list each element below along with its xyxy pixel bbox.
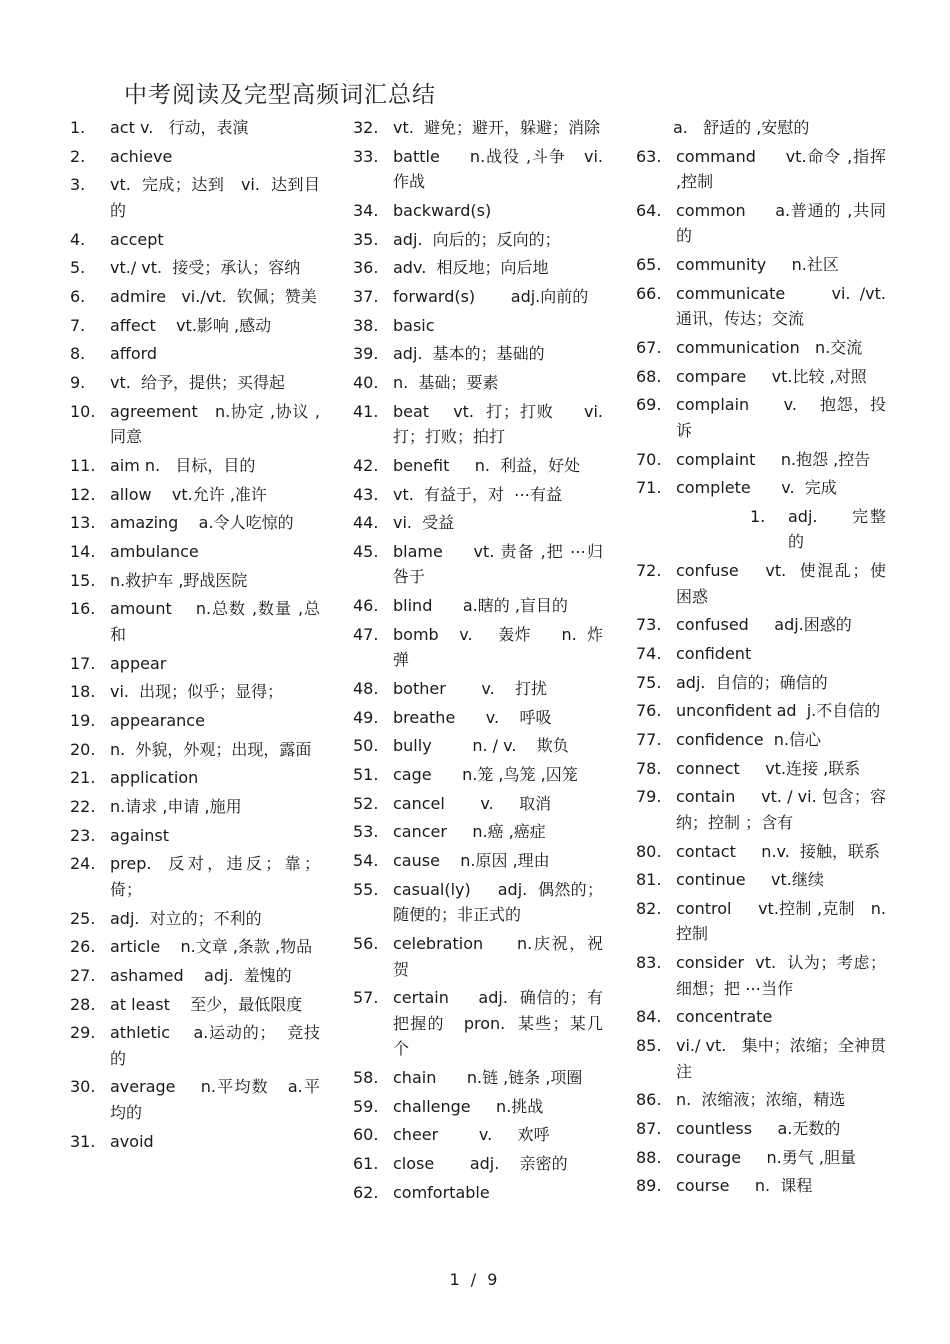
entry-number: 19. — [70, 710, 96, 730]
entry-text: cage n.笼 ,鸟笼 ,囚笼 — [393, 765, 578, 785]
entry-number: 45. — [353, 541, 379, 561]
entry-text: certain adj. 确信的；有把握的 pron. 某些；某几个 — [393, 988, 603, 1059]
list-item — [636, 756, 886, 782]
entry-text: challenge n.挑战 — [393, 1096, 544, 1116]
entry-text: casual(ly) adj. 偶然的；随便的；非正式的 — [393, 879, 603, 925]
list-item — [70, 934, 320, 960]
entry-text: contact n.v. 接触，联系 — [676, 841, 881, 861]
list-item — [636, 364, 886, 390]
vocab-column-1 — [70, 115, 320, 1157]
list-item — [636, 1087, 886, 1113]
entry-number: 83. — [636, 953, 662, 973]
list-item — [70, 1074, 320, 1125]
entry-text: afford — [110, 344, 158, 364]
entry-number: 41. — [353, 401, 379, 421]
entry-number: 78. — [636, 758, 662, 778]
entry-number: 42. — [353, 455, 379, 475]
entry-text: cheer v. 欢呼 — [393, 1125, 550, 1145]
list-item — [353, 370, 603, 396]
entry-text: avoid — [110, 1131, 154, 1151]
entry-number: 22. — [70, 796, 96, 816]
entry-text: community n.社区 — [676, 255, 839, 275]
list-item — [636, 839, 886, 865]
entry-text: confident — [676, 643, 752, 663]
list-item — [636, 1173, 886, 1199]
entry-number: 56. — [353, 934, 379, 953]
entry-text: prep. 反对，违反；靠；倚； — [110, 854, 320, 899]
entry-text: n. 浓缩液；浓缩，精选 — [676, 1090, 846, 1110]
entry-number: 13. — [70, 513, 96, 533]
list-item — [636, 784, 886, 835]
list-item — [70, 679, 320, 705]
list-item — [636, 1004, 886, 1030]
entry-number: 23. — [70, 825, 96, 845]
entry-text: celebration n.庆祝，祝贺 — [393, 934, 603, 979]
entry-number: 20. — [70, 739, 96, 759]
entry-number: 9. — [70, 373, 86, 392]
entry-text: ashamed adj. 羞愧的 — [110, 965, 292, 985]
list-item — [353, 227, 603, 253]
entry-text: battle n.战役 ,斗争 vi.作战 — [393, 146, 603, 192]
list-item — [353, 985, 603, 1062]
entry-number: 36. — [353, 258, 379, 278]
list-item — [636, 698, 886, 724]
list-item — [636, 335, 886, 361]
entry-text: appearance — [110, 710, 205, 730]
entry-text: cancer n.癌 ,癌症 — [393, 822, 546, 842]
list-item — [70, 227, 320, 253]
entry-number: 89. — [636, 1176, 662, 1196]
entry-number: 57. — [353, 988, 379, 1008]
entry-number: 35. — [353, 229, 379, 249]
list-item — [70, 539, 320, 565]
list-item — [353, 313, 603, 339]
entry-number: 82. — [636, 898, 662, 918]
entry-text: confidence n.信心 — [676, 730, 821, 749]
entry-number: 63. — [636, 146, 662, 166]
entry-number: 84. — [636, 1007, 662, 1027]
entry-text: cancel v. 取消 — [393, 793, 552, 813]
entry-text: confused adj.困惑的 — [676, 615, 852, 635]
entry-number: 58. — [353, 1067, 379, 1087]
entry-number: 54. — [353, 851, 379, 871]
entry-text: cause n.原因 ,理由 — [393, 851, 550, 871]
list-item — [353, 341, 603, 367]
entry-text: agreement n.协定 ,协议 ,同意 — [110, 401, 320, 447]
entry-text: comfortable — [393, 1182, 490, 1202]
list-item — [70, 596, 320, 647]
entry-text: complete v. 完成 — [676, 478, 837, 498]
list-item — [353, 1122, 603, 1148]
list-item — [636, 1116, 886, 1142]
entry-text: amazing a.令人吃惊的 — [110, 513, 294, 533]
list-item — [636, 867, 886, 893]
list-item — [636, 447, 886, 473]
entry-text: admire vi./vt. 钦佩；赞美 — [110, 286, 317, 306]
entry-number: 49. — [353, 707, 379, 727]
entry-text: connect vt.连接 ,联系 — [676, 758, 861, 778]
entry-number: 69. — [636, 395, 662, 415]
entry-text: article n.文章 ,条款 ,物品 — [110, 937, 313, 957]
entry-text: adj. 向后的；反向的； — [393, 229, 561, 249]
list-item — [353, 144, 603, 195]
entry-number: 66. — [636, 283, 662, 303]
entry-number: 1. — [70, 118, 86, 137]
entry-text: basic — [393, 315, 435, 335]
entry-text: communication n.交流 — [676, 337, 863, 357]
list-item — [353, 284, 603, 310]
entry-number: 38. — [353, 315, 379, 335]
entry-text: command vt.命令 ,指挥 ,控制 — [676, 146, 892, 192]
list-item — [636, 950, 886, 1001]
entry-text: breathe v. 呼吸 — [393, 707, 552, 727]
list-item — [353, 593, 603, 619]
list-item — [353, 115, 603, 141]
entry-number: 28. — [70, 994, 96, 1014]
entry-number: 70. — [636, 449, 662, 469]
list-item — [70, 144, 320, 170]
entry-number: 30. — [70, 1077, 96, 1097]
entry-number: 1. — [750, 506, 766, 526]
entry-number: 65. — [636, 255, 662, 275]
entry-text: backward(s) — [393, 200, 492, 220]
list-item — [70, 341, 320, 367]
list-item — [636, 1033, 886, 1084]
list-item — [636, 504, 886, 555]
list-item — [70, 568, 320, 594]
entry-number: 24. — [70, 854, 96, 874]
entry-text: communicate vi. /vt. 通讯，传达；交流 — [676, 283, 902, 329]
entry-number: 44. — [353, 513, 379, 533]
list-item — [70, 284, 320, 310]
entry-text: n. 外貌，外观；出现，露面 — [110, 739, 312, 759]
list-item — [353, 453, 603, 479]
list-item — [353, 848, 603, 874]
list-item — [70, 1129, 320, 1155]
entry-number: 32. — [353, 118, 379, 137]
entry-number: 81. — [636, 870, 662, 890]
list-item — [70, 708, 320, 734]
list-item — [353, 733, 603, 759]
page-title: 中考阅读及完型高频词汇总结 — [124, 82, 436, 108]
entry-number: 62. — [353, 1182, 379, 1202]
entry-number: 46. — [353, 596, 379, 616]
list-item — [70, 399, 320, 450]
list-item — [353, 622, 603, 673]
entry-text: vt./ vt. 接受；承认；容纳 — [110, 258, 301, 278]
entry-text: aim n. 目标，目的 — [110, 455, 256, 475]
entry-number — [636, 115, 673, 141]
entry-text: vi. 出现；似乎；显得； — [110, 682, 284, 702]
entry-text: beat vt. 打；打败 vi.打；打败；拍打 — [393, 401, 603, 447]
list-item — [70, 794, 320, 820]
list-item — [353, 539, 603, 590]
list-item — [353, 676, 603, 702]
list-item — [636, 727, 886, 753]
entry-number: 50. — [353, 736, 379, 756]
entry-number: 64. — [636, 200, 662, 220]
list-item — [353, 198, 603, 224]
entry-number: 37. — [353, 286, 379, 306]
entry-number: 74. — [636, 643, 662, 663]
entry-text: control vt.控制 ,克制 n.控制 — [676, 898, 886, 944]
list-item — [70, 765, 320, 791]
entry-number: 29. — [70, 1023, 96, 1043]
list-item — [70, 992, 320, 1018]
list-item — [636, 392, 886, 443]
entry-text: bother v. 打扰 — [393, 679, 548, 698]
entry-number: 75. — [636, 672, 662, 692]
entry-text: vt. 有益于，对 ⋯有益 — [393, 484, 563, 504]
vocab-column-3 — [636, 115, 902, 1202]
list-item — [353, 1065, 603, 1091]
list-item — [636, 475, 886, 501]
list-item — [636, 144, 892, 195]
list-item — [70, 172, 320, 223]
vocab-column-2 — [353, 115, 603, 1208]
entry-number: 10. — [70, 401, 96, 421]
list-item — [353, 399, 603, 450]
list-item — [70, 1020, 320, 1071]
entry-number: 12. — [70, 484, 96, 504]
list-item — [353, 482, 603, 508]
list-item — [70, 453, 320, 479]
list-item — [70, 851, 320, 902]
entry-text: athletic a.运动的； 竞技的 — [110, 1023, 320, 1068]
entry-text: allow vt.允许 ,准许 — [110, 484, 267, 504]
entry-number: 53. — [353, 822, 379, 842]
list-item — [70, 115, 320, 141]
entry-number: 21. — [70, 768, 96, 788]
entry-number: 72. — [636, 561, 662, 581]
entry-number: 51. — [353, 765, 379, 785]
list-item — [636, 281, 902, 332]
entry-number: 25. — [70, 908, 96, 928]
entry-text: ambulance — [110, 541, 199, 561]
entry-text: unconfident ad j.不自信的 — [676, 701, 881, 721]
entry-text: concentrate — [676, 1007, 773, 1027]
entry-number: 11. — [70, 455, 96, 475]
entry-number: 43. — [353, 484, 379, 504]
entry-text: adj. 自信的；确信的 — [676, 672, 828, 692]
list-item — [353, 1180, 603, 1206]
entry-text: vt. 避免；避开，躲避；消除 — [393, 118, 601, 137]
entry-number: 26. — [70, 937, 96, 957]
entry-number: 16. — [70, 599, 96, 619]
entry-number: 27. — [70, 965, 96, 985]
list-item — [636, 115, 886, 141]
entry-text: benefit n. 利益，好处 — [393, 455, 581, 475]
list-item — [353, 877, 603, 928]
entry-text: chain n.链 ,链条 ,项圈 — [393, 1067, 583, 1087]
list-item — [353, 931, 603, 982]
entry-number: 71. — [636, 478, 662, 498]
entry-number: 14. — [70, 541, 96, 561]
list-item — [353, 1094, 603, 1120]
list-item — [70, 737, 320, 763]
entry-number: 60. — [353, 1125, 379, 1145]
entry-number: 17. — [70, 653, 96, 673]
entry-number: 4. — [70, 229, 86, 249]
entry-number: 85. — [636, 1036, 662, 1055]
list-item — [353, 819, 603, 845]
entry-text: average n.平均数 a.平均的 — [110, 1077, 320, 1122]
list-item — [353, 1151, 603, 1177]
entry-number: 3. — [70, 175, 86, 195]
entry-text: blind a.瞎的 ,盲目的 — [393, 596, 568, 616]
list-item — [70, 510, 320, 536]
list-item — [636, 252, 886, 278]
entry-text: vi./ vt. 集中；浓缩；全神贯注 — [676, 1036, 886, 1081]
entry-text: common a.普通的 ,共同的 — [676, 200, 886, 246]
list-item — [353, 705, 603, 731]
entry-number: 76. — [636, 701, 662, 721]
entry-text: at least 至少，最低限度 — [110, 994, 303, 1014]
entry-number: 87. — [636, 1118, 662, 1138]
entry-number: 15. — [70, 570, 96, 590]
entry-number: 48. — [353, 679, 379, 698]
entry-number: 2. — [70, 146, 86, 166]
entry-text: achieve — [110, 146, 173, 166]
entry-text: adj. 基本的；基础的 — [393, 344, 545, 364]
entry-text: act v. 行动，表演 — [110, 118, 249, 137]
entry-text: n.请求 ,申请 ,施用 — [110, 796, 242, 816]
entry-text: accept — [110, 229, 164, 249]
entry-number: 88. — [636, 1147, 662, 1167]
list-item — [636, 612, 886, 638]
entry-number: 86. — [636, 1090, 662, 1110]
entry-text: vt. 完成；达到 vi. 达到目的 — [110, 175, 320, 220]
entry-text: n.救护车 ,野战医院 — [110, 570, 248, 590]
entry-number: 73. — [636, 615, 662, 635]
entry-text: adj. 完整的 — [788, 506, 886, 552]
list-item — [636, 641, 886, 667]
entry-text: n. 基础；要素 — [393, 373, 499, 392]
list-item — [636, 670, 886, 696]
page-indicator: 1 / 9 — [449, 1270, 501, 1289]
entry-text: bomb v. 轰炸 n. 炸弹 — [393, 624, 603, 670]
entry-number: 59. — [353, 1096, 379, 1116]
entry-text: bully n. / v. 欺负 — [393, 736, 569, 756]
list-item — [636, 1145, 886, 1171]
entry-number: 77. — [636, 730, 662, 749]
entry-text: close adj. 亲密的 — [393, 1153, 568, 1173]
entry-number: 31. — [70, 1131, 96, 1151]
entry-text: consider vt. 认为；考虑；细想；把 ⋯当作 — [676, 953, 886, 998]
entry-text: courage n.勇气 ,胆量 — [676, 1147, 856, 1167]
entry-number: 47. — [353, 624, 379, 644]
entry-number: 33. — [353, 146, 379, 166]
entry-number: 5. — [70, 258, 86, 278]
entry-text: compare vt.比较 ,对照 — [676, 366, 867, 386]
entry-number: 39. — [353, 344, 379, 364]
list-item — [636, 558, 886, 609]
entry-number: 55. — [353, 879, 379, 899]
entry-number: 52. — [353, 793, 379, 813]
list-item — [70, 823, 320, 849]
list-item — [353, 762, 603, 788]
entry-text: vt. 给予，提供；买得起 — [110, 373, 286, 392]
entry-text: complain v. 抱怨，投诉 — [676, 395, 886, 440]
entry-number: 18. — [70, 682, 96, 702]
entry-text: complaint n.抱怨 ,控告 — [676, 449, 871, 469]
list-item — [353, 510, 603, 536]
list-item — [70, 963, 320, 989]
entry-number: 40. — [353, 373, 379, 392]
entry-number: 7. — [70, 315, 86, 335]
entry-text: course n. 课程 — [676, 1176, 813, 1196]
list-item — [353, 791, 603, 817]
list-item — [636, 896, 886, 947]
list-item — [353, 255, 603, 281]
list-item — [70, 370, 320, 396]
entry-number: 34. — [353, 200, 379, 220]
entry-text: a. 舒适的 ,安慰的 — [673, 118, 810, 137]
list-item — [636, 198, 886, 249]
entry-text: vi. 受益 — [393, 513, 455, 533]
entry-number: 80. — [636, 841, 662, 861]
list-item — [70, 313, 320, 339]
entry-text: adj. 对立的；不利的 — [110, 908, 262, 928]
entry-number: 79. — [636, 787, 662, 807]
list-item — [70, 255, 320, 281]
entry-text: affect vt.影响 ,感动 — [110, 315, 272, 335]
entry-text: against — [110, 825, 169, 845]
entry-text: forward(s) adj.向前的 — [393, 286, 589, 306]
list-item — [70, 651, 320, 677]
entry-number: 67. — [636, 337, 662, 357]
entry-number: 68. — [636, 366, 662, 386]
entry-number: 6. — [70, 286, 86, 306]
list-item — [70, 482, 320, 508]
list-item — [70, 906, 320, 932]
entry-number: 61. — [353, 1153, 379, 1173]
entry-text: application — [110, 768, 199, 788]
entry-text: continue vt.继续 — [676, 870, 824, 890]
entry-text: amount n.总数 ,数量 ,总和 — [110, 599, 320, 644]
entry-text: blame vt. 责备 ,把 ⋯归咎于 — [393, 541, 603, 587]
entry-text: confuse vt. 使混乱；使困惑 — [676, 561, 886, 606]
entry-text: countless a.无数的 — [676, 1118, 841, 1138]
entry-text: adv. 相反地；向后地 — [393, 258, 549, 278]
entry-text: contain vt. / vi. 包含；容纳；控制 ；含有 — [676, 787, 886, 832]
entry-text: appear — [110, 653, 167, 673]
entry-number: 8. — [70, 344, 86, 364]
